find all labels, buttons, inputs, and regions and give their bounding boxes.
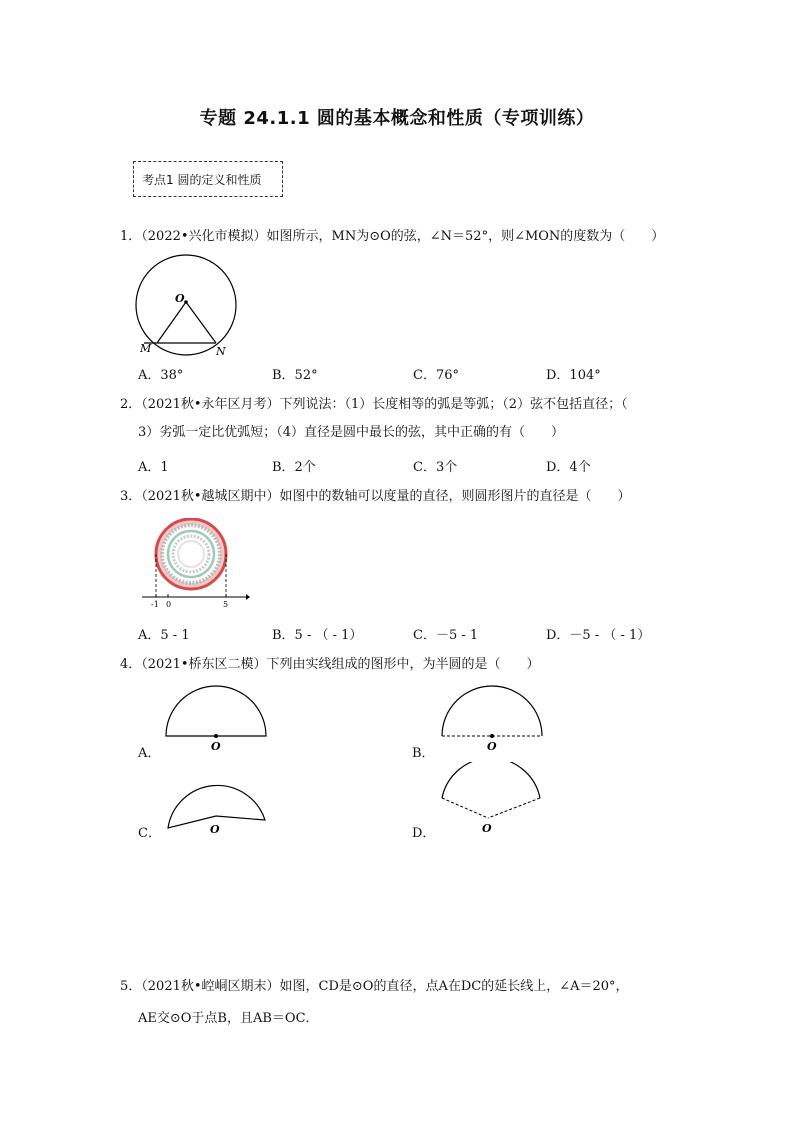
circular-picture [156,519,226,589]
question-1-text: 1．（2022•兴化市模拟）如图所示，MN为⊙O的弦，∠N＝52°，则∠MON的度数为（ ） [120,229,665,244]
q4-figure-d [436,762,548,834]
svg-text:O: O [211,740,221,753]
page-title: 专题 24.1.1 圆的基本概念和性质（专项训练） [199,108,595,129]
q2-option-d: D．4个 [546,460,591,475]
svg-text:O: O [482,822,492,834]
svg-text:O: O [487,740,497,753]
q3-option-c: C．－5 - 1 [413,628,479,643]
center-dot [184,300,188,304]
question-1-figure [130,254,250,362]
q3-option-d: D．－5 - （ - 1） [546,628,651,643]
circle-o [136,255,236,355]
radius-on [186,302,216,343]
svg-text:O: O [210,823,220,836]
question-4-text: 4．（2021•桥东区二模）下列由实线组成的图形中，为半圆的是（ ） [120,657,540,672]
q1-option-a: A．38° [138,368,184,383]
section-tag: 考点1 圆的定义和性质 [133,161,283,197]
label-n: N [216,345,226,358]
number-line-arrow [246,594,250,600]
q4-option-c-letter: C． [138,826,161,841]
label-o: O [175,292,185,305]
radius-om [157,302,186,343]
q1-option-c: C．76° [413,368,459,383]
q2-option-c: C．3个 [413,460,458,475]
q1-option-b: B．52° [272,368,318,383]
q1-option-d: D．104° [546,368,601,383]
tick-label-neg1: -1 [151,600,159,609]
q4-figure-c [160,770,272,840]
q2-option-b: B．2个 [272,460,316,475]
question-5-line-1: 5．（2021秋•崆峒区期末）如图，CD是⊙O的直径，点A在DC的延长线上，∠A＝20°， [120,979,629,994]
q4-figure-b [436,684,548,754]
question-2-line-2: 3）劣弧一定比优弧短；（4）直径是圆中最长的弦，其中正确的有（ ） [138,425,565,440]
q4-option-b-letter: B． [412,746,435,761]
question-5-line-2: AE交⊙O于点B，且AB＝OC． [138,1011,319,1026]
tick-label-5: 5 [223,600,229,609]
q4-option-d-letter: D． [412,826,436,841]
question-2-line-1: 2．（2021秋•永年区月考）下列说法：（1）长度相等的弧是等弧；（2）弦不包括直径；（ [120,397,628,412]
q3-option-a: A．5 - 1 [138,628,190,643]
q4-option-a-letter: A． [138,746,161,761]
q3-option-b: B．5 - （ - 1） [272,628,363,643]
q4-figure-a [160,684,272,754]
q2-option-a: A．1 [138,460,169,475]
tick-label-0: 0 [166,600,172,609]
question-3-figure [138,518,250,612]
question-3-text: 3．（2021秋•越城区期中）如图中的数轴可以度量的直径，则圆形图片的直径是（ ） [120,489,631,504]
label-m: M [140,342,152,355]
